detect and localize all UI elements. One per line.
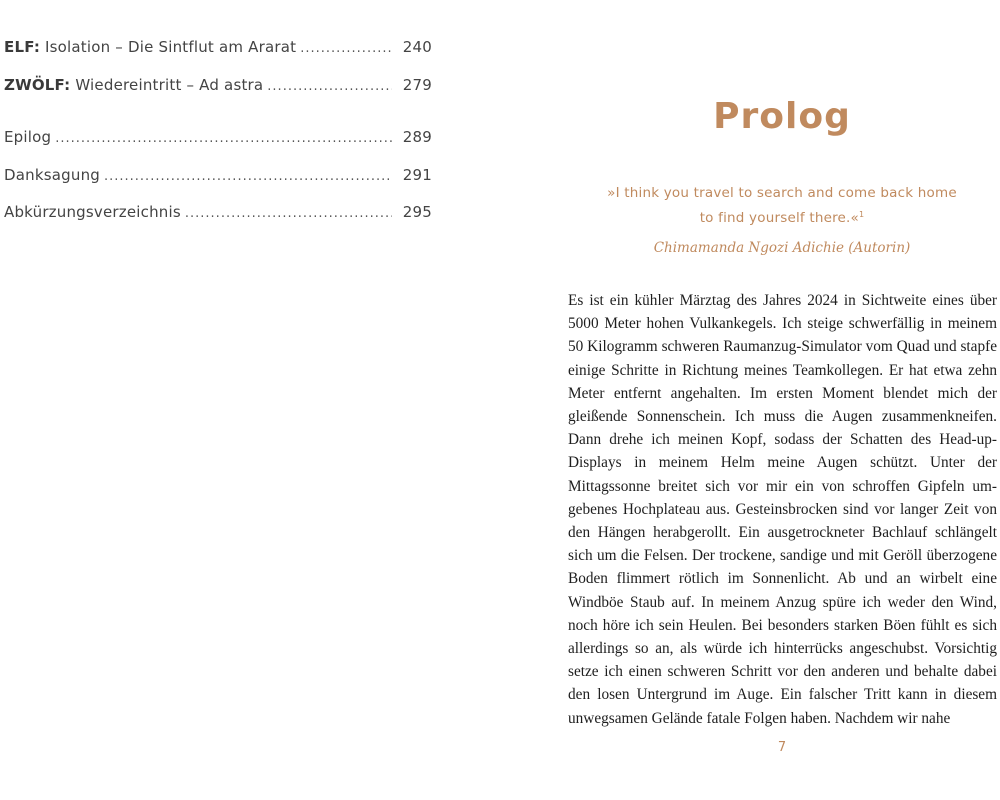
epigraph-line: to find yourself there.« [699,210,860,226]
page-number: 7 [777,740,787,755]
toc-entry[interactable] [4,38,432,64]
toc-entry-page: 291 [402,166,432,184]
toc-entry-page: 279 [402,76,432,94]
epigraph-quote [566,182,998,229]
toc-leader-dots [267,79,392,94]
toc-entry[interactable] [4,203,432,229]
toc-entry[interactable] [4,128,432,154]
epigraph-line: »I think you travel to search and come back home [607,185,957,201]
epigraph-author: Chimamanda Ngozi Adichie (Autorin) [653,240,911,256]
toc-leader-dots [185,206,392,221]
footnote-marker[interactable]: 1 [859,210,865,219]
toc-entry-title: Danksagung [4,166,100,184]
toc-entry[interactable] [4,76,432,102]
toc-entry-title: Wiedereintritt – Ad astra [75,76,264,94]
toc-entry[interactable] [4,166,432,192]
toc-entry-page: 295 [402,203,432,221]
toc-leader-dots [104,169,392,184]
toc-leader-dots [55,131,392,146]
body-paragraph: Es ist ein kühler Märztag des Jahres 2024 in Sichtweite eines über 5000 Meter hohen Vulkankegels. Ich steige schwerfällig in meinem 50 Kilogramm schweren Raumanzug-Simulator vom Quad und stapfe einige Schritte in Richtung meines Teamkollegen. Er hat etwa zehn Meter entfernt angehalten. Im ersten Moment blendet mich der gleißende Sonnenschein. Ich muss die Augen zusammenkneifen. Dann drehe ich meinen Kopf, sodass der Schatten des Head-up-Displays in meinem Helm meine Augen schützt. Unter der Mittagssonne breitet sich vor mir ein von schroffen Gipfeln umgebenes Hochplateau aus. Gesteinsbrocken sind vor langer Zeit von den Hängen herabgerollt. Ein ausgetrockneter Bachlauf schlängelt sich um die Felsen. Der trockene, sandige und mit Geröll überzogene Boden flimmert rötlich im Sonnenlicht. Ab und an wirbelt eine Windböe Staub auf. In meinem Anzug spüre ich weder den Wind, noch höre ich sein Heulen. Bei besonders starken Böen fühlt es sich allerdings so an, als würde ich hinterrücks angeschubst. Vorsichtig setze ich einen schweren Schritt vor den anderen und behalte dabei den losen Untergrund im Auge. Ein falscher Tritt kann in diesem unwegsamen Gelände fatale Folgen haben. Nachdem wir nahe [568,292,997,727]
toc-leader-dots [300,41,392,56]
chapter-title: Prolog [713,96,851,137]
toc-entry-number: ZWÖLF: [4,76,71,94]
toc-entry-page: 289 [402,128,432,146]
toc-entry-page: 240 [402,38,432,56]
toc-entry-title: Abkürzungsverzeichnis [4,203,181,221]
toc-entry-number: ELF: [4,38,41,56]
toc-entry-title: Epilog [4,128,52,146]
toc-entry-title: Isolation – Die Sintflut am Ararat [45,38,297,56]
